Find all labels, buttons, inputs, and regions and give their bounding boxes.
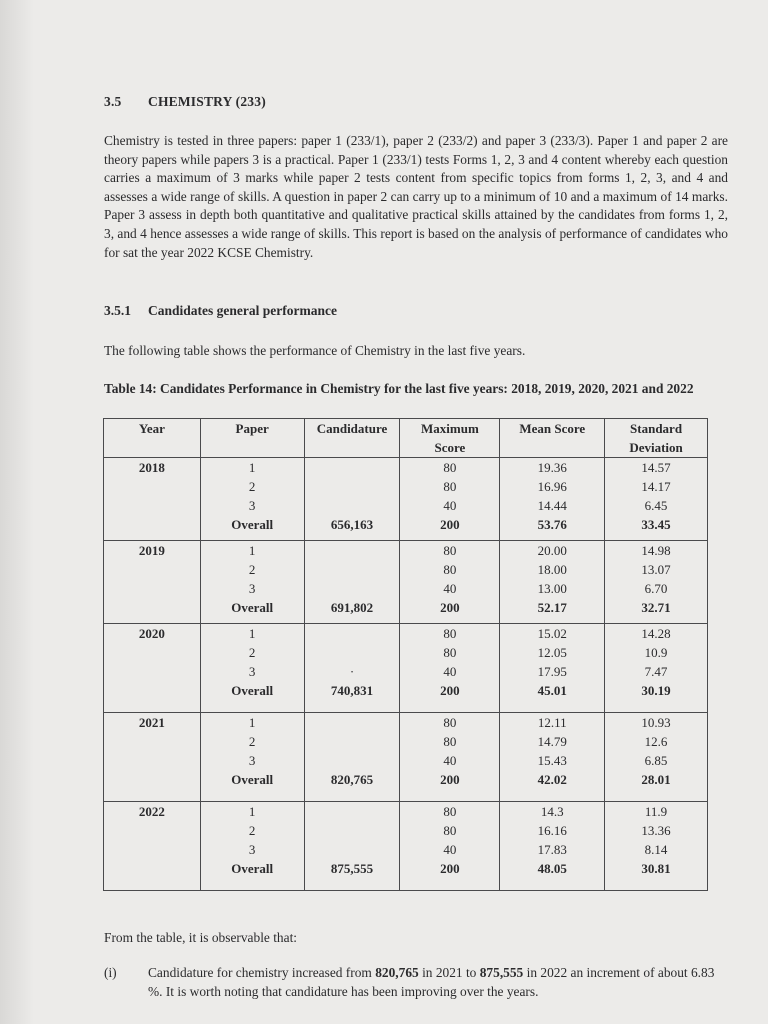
cell-mean-score: 14.44 bbox=[500, 496, 605, 515]
cell-paper: Overall bbox=[200, 681, 304, 700]
table-row bbox=[104, 541, 708, 561]
section-number: 3.5 bbox=[104, 94, 122, 109]
point-text bbox=[148, 964, 732, 1001]
cell-paper: Overall bbox=[200, 859, 304, 878]
cell-mean-score: 12.05 bbox=[500, 643, 605, 662]
spacer-cell bbox=[500, 700, 605, 713]
observation-intro: From the table, it is observable that: bbox=[104, 930, 298, 945]
cell-candidature bbox=[304, 624, 400, 644]
subsection-title: Candidates general performance bbox=[148, 303, 337, 318]
cell-candidature bbox=[304, 643, 400, 662]
subsection-number: 3.5.1 bbox=[104, 303, 131, 318]
cell-paper: 1 bbox=[200, 802, 304, 822]
cell-standard-deviation: 12.6 bbox=[605, 732, 708, 751]
cell-standard-deviation: 6.70 bbox=[605, 579, 708, 598]
cell-paper: 1 bbox=[200, 458, 304, 478]
cell-paper: Overall bbox=[200, 515, 304, 534]
cell-candidature bbox=[304, 541, 400, 561]
cell-year bbox=[104, 681, 201, 700]
cell-max-score: 40 bbox=[400, 496, 500, 515]
cell-max-score: 200 bbox=[400, 515, 500, 534]
spacer-cell bbox=[500, 789, 605, 802]
cell-year bbox=[104, 859, 201, 878]
table-row bbox=[104, 496, 708, 515]
cell-year bbox=[104, 662, 201, 681]
cell-paper: 3 bbox=[200, 840, 304, 859]
cell-max-score: 200 bbox=[400, 681, 500, 700]
header-max-line1: Maximum bbox=[421, 421, 479, 436]
cell-mean-score: 18.00 bbox=[500, 560, 605, 579]
cell-paper: 3 bbox=[200, 579, 304, 598]
spacer-cell bbox=[200, 878, 304, 891]
cell-candidature bbox=[304, 821, 400, 840]
table-row bbox=[104, 751, 708, 770]
table-row bbox=[104, 770, 708, 789]
cell-standard-deviation: 14.17 bbox=[605, 477, 708, 496]
cell-year bbox=[104, 840, 201, 859]
header-year: Year bbox=[104, 419, 201, 458]
cell-paper: Overall bbox=[200, 770, 304, 789]
cell-year bbox=[104, 477, 201, 496]
cell-mean-score: 17.95 bbox=[500, 662, 605, 681]
cell-candidature bbox=[304, 477, 400, 496]
table-row bbox=[104, 477, 708, 496]
cell-paper: 2 bbox=[200, 477, 304, 496]
cell-max-score: 80 bbox=[400, 624, 500, 644]
cell-year: 2021 bbox=[104, 713, 201, 733]
cell-standard-deviation: 14.57 bbox=[605, 458, 708, 478]
cell-standard-deviation: 7.47 bbox=[605, 662, 708, 681]
spacer-cell bbox=[400, 878, 500, 891]
table-row bbox=[104, 643, 708, 662]
cell-mean-score: 48.05 bbox=[500, 859, 605, 878]
cell-max-score: 80 bbox=[400, 477, 500, 496]
table-spacer-row bbox=[104, 700, 708, 713]
section-title: CHEMISTRY (233) bbox=[148, 94, 266, 109]
cell-standard-deviation: 10.93 bbox=[605, 713, 708, 733]
spacer-cell bbox=[304, 700, 400, 713]
cell-year bbox=[104, 770, 201, 789]
cell-mean-score: 17.83 bbox=[500, 840, 605, 859]
cell-standard-deviation: 10.9 bbox=[605, 643, 708, 662]
cell-year: 2020 bbox=[104, 624, 201, 644]
cell-mean-score: 15.43 bbox=[500, 751, 605, 770]
table-row bbox=[104, 515, 708, 534]
header-mean-score: Mean Score bbox=[500, 419, 605, 458]
cell-paper: 2 bbox=[200, 643, 304, 662]
cell-candidature: · bbox=[304, 662, 400, 681]
cell-standard-deviation: 30.19 bbox=[605, 681, 708, 700]
spacer-cell bbox=[304, 878, 400, 891]
cell-year: 2019 bbox=[104, 541, 201, 561]
intro-paragraph: Chemistry is tested in three papers: paper 1 (233/1), paper 2 (233/2) and paper 3 (233/3). Paper 1 and paper 2 are theory papers while papers 3 is a practical. Paper 1 (233/1) tests Forms 1, 2, 3 and 4 content whereby each question carries a maximum of 3 marks while paper 2 tests content from specific topics from forms 1, 2, 3, and 4 and assesses a wide range of skills. A question in paper 2 can carry up to a minimum of 10 and a maximum of 14 marks. Paper 3 assess in depth both quantitative and qualitative practical skills attained by the candidates from forms 1, 2, 3, and 4 hence assesses a wide range of skills. This report is based on the analysis of performance of candidates who for sat the year 2022 KCSE Chemistry. bbox=[104, 133, 728, 260]
cell-mean-score: 13.00 bbox=[500, 579, 605, 598]
cell-candidature bbox=[304, 802, 400, 822]
header-candidature: Candidature bbox=[304, 419, 400, 458]
table-spacer-row bbox=[104, 878, 708, 891]
table-row bbox=[104, 821, 708, 840]
spacer-cell bbox=[104, 700, 201, 713]
section-heading bbox=[104, 94, 266, 110]
cell-paper: 2 bbox=[200, 732, 304, 751]
point-bold-1: 820,765 bbox=[375, 965, 419, 980]
table-row bbox=[104, 662, 708, 681]
cell-paper: 1 bbox=[200, 541, 304, 561]
table-caption: Table 14: Candidates Performance in Chemistry for the last five years: 2018, 2019, 2020, 2021 and 2022 bbox=[104, 381, 694, 396]
cell-standard-deviation: 30.81 bbox=[605, 859, 708, 878]
cell-standard-deviation: 13.07 bbox=[605, 560, 708, 579]
table-row bbox=[104, 579, 708, 598]
table-row bbox=[104, 732, 708, 751]
cell-candidature: 740,831 bbox=[304, 681, 400, 700]
cell-mean-score: 12.11 bbox=[500, 713, 605, 733]
spacer-cell bbox=[605, 789, 708, 802]
table-row bbox=[104, 802, 708, 822]
cell-mean-score: 14.3 bbox=[500, 802, 605, 822]
cell-mean-score: 19.36 bbox=[500, 458, 605, 478]
cell-year bbox=[104, 643, 201, 662]
cell-candidature bbox=[304, 579, 400, 598]
cell-mean-score: 45.01 bbox=[500, 681, 605, 700]
spacer-cell bbox=[104, 789, 201, 802]
cell-standard-deviation: 13.36 bbox=[605, 821, 708, 840]
cell-max-score: 40 bbox=[400, 579, 500, 598]
cell-candidature: 820,765 bbox=[304, 770, 400, 789]
cell-candidature bbox=[304, 732, 400, 751]
cell-paper: 1 bbox=[200, 713, 304, 733]
table-header-row bbox=[104, 419, 708, 458]
header-sd-line2: Deviation bbox=[629, 440, 683, 455]
cell-year bbox=[104, 560, 201, 579]
spacer-cell bbox=[200, 700, 304, 713]
table-row bbox=[104, 713, 708, 733]
cell-standard-deviation: 8.14 bbox=[605, 840, 708, 859]
cell-max-score: 200 bbox=[400, 859, 500, 878]
cell-paper: 3 bbox=[200, 662, 304, 681]
cell-year: 2022 bbox=[104, 802, 201, 822]
cell-candidature bbox=[304, 496, 400, 515]
cell-mean-score: 52.17 bbox=[500, 598, 605, 617]
header-standard-deviation bbox=[605, 419, 708, 458]
cell-standard-deviation: 32.71 bbox=[605, 598, 708, 617]
cell-standard-deviation: 11.9 bbox=[605, 802, 708, 822]
table-body bbox=[104, 458, 708, 891]
lead-paragraph: The following table shows the performance of Chemistry in the last five years. bbox=[104, 343, 526, 358]
cell-year: 2018 bbox=[104, 458, 201, 478]
spacer-cell bbox=[200, 789, 304, 802]
cell-standard-deviation: 33.45 bbox=[605, 515, 708, 534]
cell-mean-score: 16.16 bbox=[500, 821, 605, 840]
cell-candidature bbox=[304, 840, 400, 859]
header-maximum-score bbox=[400, 419, 500, 458]
cell-candidature: 875,555 bbox=[304, 859, 400, 878]
table-row bbox=[104, 859, 708, 878]
spacer-cell bbox=[605, 700, 708, 713]
cell-year bbox=[104, 598, 201, 617]
cell-paper: 2 bbox=[200, 560, 304, 579]
point-marker: (i) bbox=[104, 965, 117, 980]
table-row bbox=[104, 840, 708, 859]
cell-mean-score: 20.00 bbox=[500, 541, 605, 561]
cell-standard-deviation: 6.45 bbox=[605, 496, 708, 515]
cell-paper: 1 bbox=[200, 624, 304, 644]
cell-paper: 3 bbox=[200, 751, 304, 770]
spacer-cell bbox=[104, 878, 201, 891]
table-row bbox=[104, 560, 708, 579]
cell-year bbox=[104, 496, 201, 515]
cell-max-score: 80 bbox=[400, 643, 500, 662]
cell-candidature: 691,802 bbox=[304, 598, 400, 617]
header-sd-line1: Standard bbox=[630, 421, 683, 436]
cell-max-score: 80 bbox=[400, 732, 500, 751]
table-row bbox=[104, 458, 708, 478]
table-row bbox=[104, 598, 708, 617]
spacer-cell bbox=[400, 700, 500, 713]
cell-max-score: 40 bbox=[400, 840, 500, 859]
cell-candidature bbox=[304, 751, 400, 770]
cell-mean-score: 42.02 bbox=[500, 770, 605, 789]
cell-max-score: 80 bbox=[400, 713, 500, 733]
cell-standard-deviation: 28.01 bbox=[605, 770, 708, 789]
cell-mean-score: 53.76 bbox=[500, 515, 605, 534]
cell-mean-score: 15.02 bbox=[500, 624, 605, 644]
cell-paper: 2 bbox=[200, 821, 304, 840]
cell-candidature bbox=[304, 560, 400, 579]
cell-year bbox=[104, 515, 201, 534]
table-spacer-row bbox=[104, 789, 708, 802]
cell-standard-deviation: 6.85 bbox=[605, 751, 708, 770]
spacer-cell bbox=[304, 789, 400, 802]
cell-paper: 3 bbox=[200, 496, 304, 515]
cell-max-score: 80 bbox=[400, 821, 500, 840]
point-bold-2: 875,555 bbox=[479, 965, 524, 980]
cell-paper: Overall bbox=[200, 598, 304, 617]
spacer-cell bbox=[500, 878, 605, 891]
cell-year bbox=[104, 751, 201, 770]
cell-candidature: 656,163 bbox=[304, 515, 400, 534]
cell-standard-deviation: 14.98 bbox=[605, 541, 708, 561]
cell-max-score: 200 bbox=[400, 770, 500, 789]
cell-candidature bbox=[304, 458, 400, 478]
table-row bbox=[104, 624, 708, 644]
subsection-heading bbox=[104, 303, 337, 319]
cell-standard-deviation: 14.28 bbox=[605, 624, 708, 644]
cell-max-score: 80 bbox=[400, 560, 500, 579]
cell-max-score: 80 bbox=[400, 541, 500, 561]
spacer-cell bbox=[605, 878, 708, 891]
point-text-post: in 2022 an increment of about 6.83 %. It is worth noting that candidature has been improving over the years. bbox=[148, 965, 715, 999]
point-text-mid: in 2021 to bbox=[418, 965, 480, 980]
cell-max-score: 40 bbox=[400, 662, 500, 681]
spacer-cell bbox=[400, 789, 500, 802]
cell-year bbox=[104, 821, 201, 840]
cell-max-score: 80 bbox=[400, 802, 500, 822]
cell-mean-score: 14.79 bbox=[500, 732, 605, 751]
point-text-pre: Candidature for chemistry increased from bbox=[148, 965, 376, 980]
cell-max-score: 40 bbox=[400, 751, 500, 770]
cell-max-score: 80 bbox=[400, 458, 500, 478]
cell-year bbox=[104, 732, 201, 751]
cell-max-score: 200 bbox=[400, 598, 500, 617]
header-paper: Paper bbox=[200, 419, 304, 458]
performance-table bbox=[103, 418, 708, 891]
header-max-line2: Score bbox=[434, 440, 466, 455]
cell-mean-score: 16.96 bbox=[500, 477, 605, 496]
table-row bbox=[104, 681, 708, 700]
cell-candidature bbox=[304, 713, 400, 733]
cell-year bbox=[104, 579, 201, 598]
